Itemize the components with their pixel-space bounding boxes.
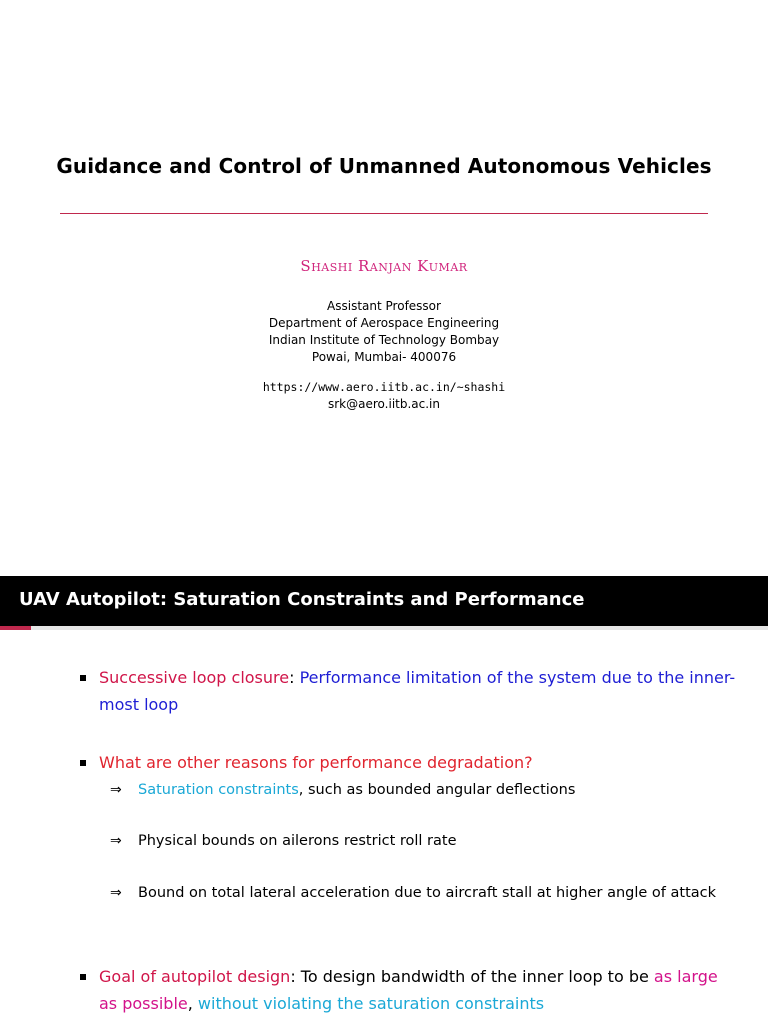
affiliation-block bbox=[0, 298, 768, 366]
sub-item-highlight: Saturation constraints bbox=[138, 782, 299, 798]
affiliation-address: Powai, Mumbai- 400076 bbox=[311, 350, 457, 364]
header-underline bbox=[0, 626, 768, 630]
presentation-title: Guidance and Control of Unmanned Autonomous Vehicles bbox=[56, 154, 712, 178]
content-slide bbox=[0, 576, 768, 1024]
author-name: Shashi Ranjan Kumar bbox=[300, 257, 468, 275]
bullet-other-reasons: What are other reasons for performance degradation? bbox=[99, 753, 533, 772]
sub-item-lateral-accel: Bound on total lateral acceleration due to aircraft stall at higher angle of attack bbox=[138, 885, 717, 901]
bullet-text: Performance limitation of the system due to the inner-most loop bbox=[99, 668, 736, 714]
bullet-text: : To design bandwidth of the inner loop to be bbox=[290, 967, 654, 986]
bullet-highlight-constraints: without violating the saturation constraints bbox=[197, 994, 545, 1013]
affiliation-position: Assistant Professor bbox=[327, 299, 441, 313]
sub-item-text: , such as bounded angular deflections bbox=[298, 782, 576, 798]
bullet-label: Goal of autopilot design bbox=[99, 967, 291, 986]
affiliation-institute: Indian Institute of Technology Bombay bbox=[268, 333, 500, 347]
bullet-marker bbox=[80, 675, 86, 681]
contact-block bbox=[0, 379, 768, 413]
bullet-colon: : bbox=[289, 668, 300, 687]
implies-arrow: ⇒ bbox=[110, 833, 122, 849]
implies-arrow: ⇒ bbox=[110, 885, 122, 901]
affiliation-department: Department of Aerospace Engineering bbox=[268, 316, 500, 330]
email-address: srk@aero.iitb.ac.in bbox=[328, 397, 440, 411]
sub-item-ailerons: Physical bounds on ailerons restrict roll rate bbox=[138, 833, 457, 849]
sub-item-saturation bbox=[138, 779, 728, 801]
bullet-marker bbox=[80, 974, 86, 980]
slide-header-bar bbox=[0, 576, 768, 626]
bullet-successive-loop bbox=[99, 664, 739, 718]
header-accent-mark bbox=[0, 626, 31, 630]
title-divider bbox=[60, 213, 708, 214]
homepage-url: https://www.aero.iitb.ac.in/~shashi bbox=[262, 380, 506, 394]
bullet-marker bbox=[80, 760, 86, 766]
bullet-goal-autopilot bbox=[99, 963, 739, 1017]
bullet-highlight-large: as large as possible bbox=[99, 967, 718, 1013]
implies-arrow: ⇒ bbox=[110, 782, 122, 798]
bullet-label: Successive loop closure bbox=[99, 668, 290, 687]
slide-title: UAV Autopilot: Saturation Constraints and Performance bbox=[19, 589, 585, 610]
bullet-comma: , bbox=[187, 994, 198, 1013]
